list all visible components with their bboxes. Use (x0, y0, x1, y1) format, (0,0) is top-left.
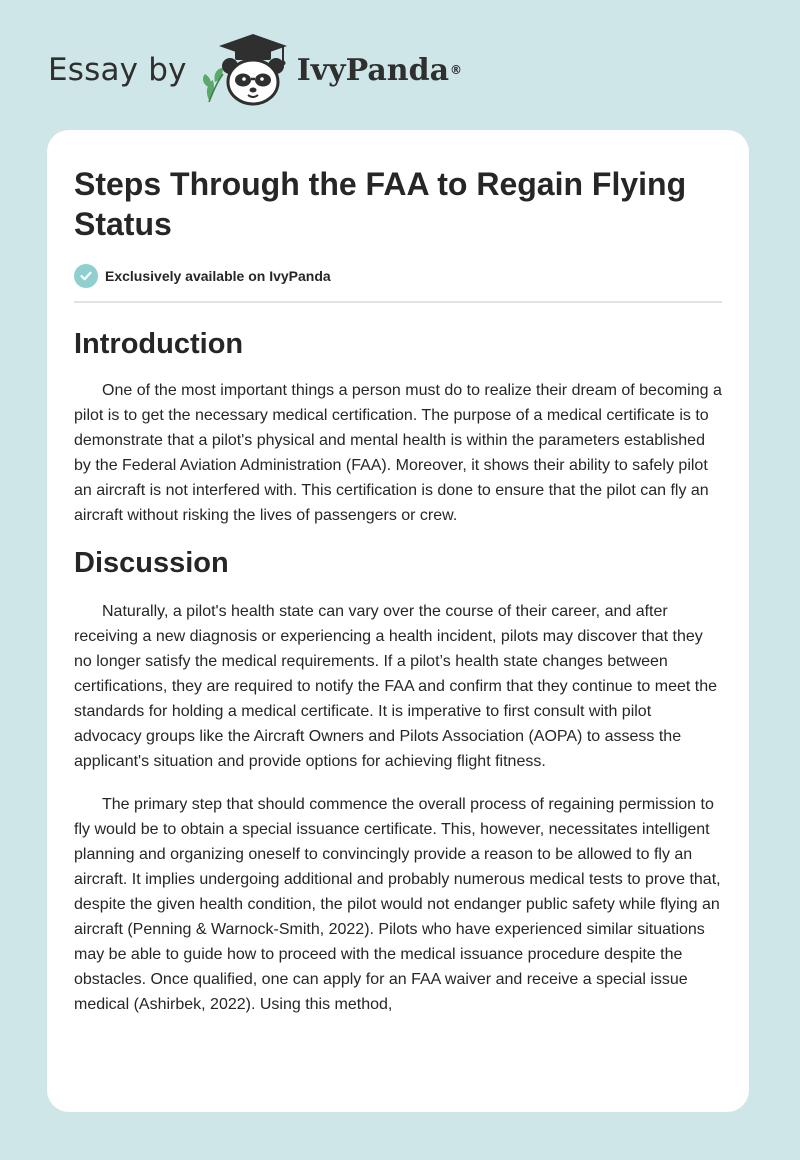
section-introduction (74, 327, 722, 528)
essay-title: Steps Through the FAA to Regain Flying Status (74, 166, 687, 242)
paragraph: The primary step that should commence the overall process of regaining permission to fly would be to obtain a special issuance certificate. This, however, necessitates intelligent planning and organizing oneself to convincingly provide a reason to be allowed to fly an aircraft. It implies undergoing additional and probably numerous medical tests to prove that, despite the given health condition, the pilot would not endanger public safety while flying an aircraft (Penning & Warnock-Smith, 2022). Pilots who have experienced similar situations may be able to guide how to proceed with the medical issuance procedure despite the obstacles. Once qualified, one can apply for an FAA waiver and receive a special issue medical (Ashirbek, 2022). Using this method, (74, 796, 721, 1013)
section-heading: Introduction (74, 328, 244, 360)
registered-mark: ® (450, 63, 463, 77)
title-divider (74, 301, 722, 303)
paragraph: Naturally, a pilot's health state can vary over the course of their career, and after receiving a new diagnosis or experiencing a health incident, pilots may discover that they no longer satisfy the medical requirements. If a pilot’s health state changes between certifications, they are required to notify the FAA and confirm that they continue to meet the standards for holding a medical certificate. It is imperative to first consult with pilot advocacy groups like the Aircraft Owners and Pilots Association (AOPA) to assess the applicant's situation and provide options for achieving flight fitness. (74, 603, 718, 770)
section-heading: Discussion (74, 547, 229, 579)
check-circle-icon (74, 264, 98, 288)
brand-prefix: Essay by (48, 52, 187, 88)
brand-header[interactable] (48, 30, 462, 110)
paragraph: One of the most important things a person must do to realize their dream of becoming a pilot is to get the necessary medical certification. The purpose of a medical certificate is to demonstrate that a pilot's physical and mental health is within the parameters established by the Federal Aviation Administration (FAA). Moreover, it shows their ability to safely pilot an aircraft is not interfered with. This certification is done to ensure that the pilot can fly an aircraft without risking the lives of passengers or crew. (74, 382, 722, 524)
exclusive-badge (74, 264, 722, 288)
brand-name: IvyPanda (296, 52, 450, 88)
panda-graduate-logo-icon (197, 30, 293, 110)
badge-label: Exclusively available on IvyPanda (105, 268, 331, 284)
section-discussion (74, 546, 722, 1017)
essay-card (47, 130, 749, 1112)
